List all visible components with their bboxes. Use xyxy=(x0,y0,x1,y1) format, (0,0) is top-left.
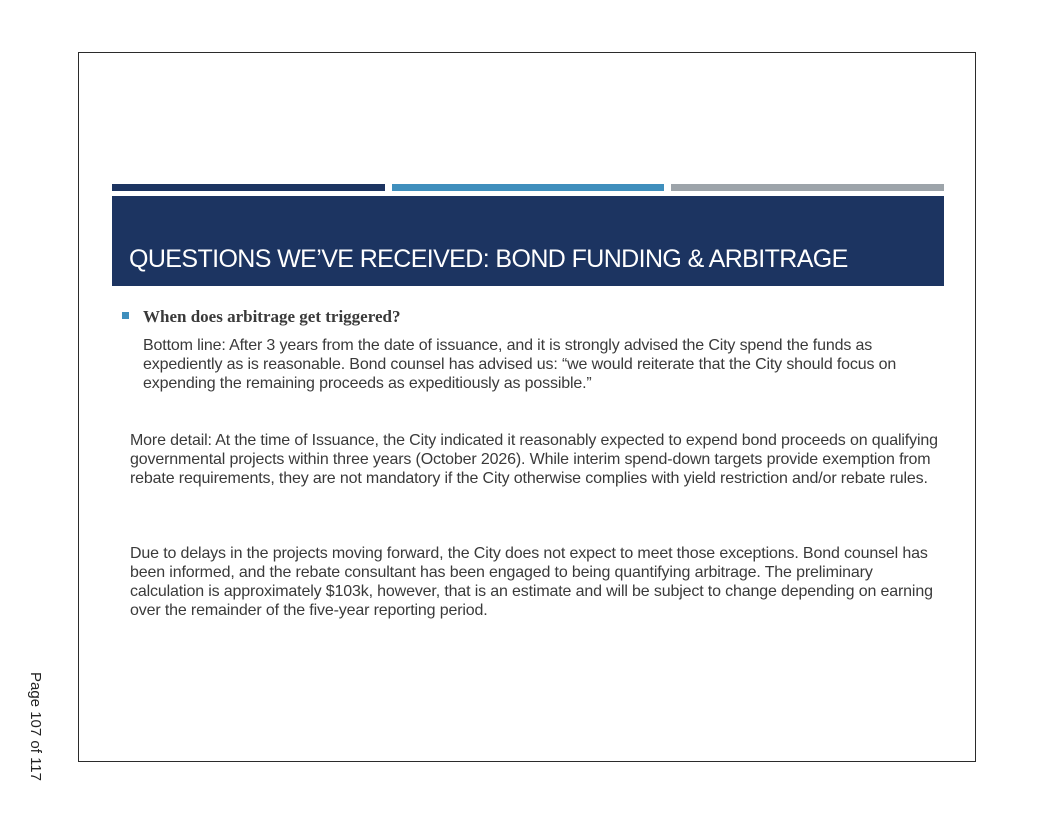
title-band xyxy=(112,196,944,286)
accent-stripe-blue xyxy=(392,184,664,191)
square-bullet-icon xyxy=(122,312,129,319)
slide-title: QUESTIONS WE’VE RECEIVED: BOND FUNDING & ARBITRAGE xyxy=(129,245,848,273)
paragraph-bottom-line: Bottom line: After 3 years from the date of issuance, and it is strongly advised the City spend the funds as expediently as is reasonable. Bond counsel has advised us: “we would reiterate that the City should focus on expending the remaining proceeds as expeditiously as possible.” xyxy=(143,337,897,392)
accent-stripe-gray xyxy=(671,184,944,191)
page-number-label: Page 107 of 117 xyxy=(27,672,44,781)
bullet-question: When does arbitrage get triggered? xyxy=(143,307,401,326)
paragraph-more-detail: More detail: At the time of Issuance, the City indicated it reasonably expected to expend bond proceeds on qualifying governmental projects within three years (October 2026). While interim spend-down targets provide exemption from rebate requirements, they are not mandatory if the City otherwise complies with yield restriction and/or rebate rules. xyxy=(130,432,938,487)
paragraph-delays: Due to delays in the projects moving forward, the City does not expect to meet those exceptions. Bond counsel has been informed, and the rebate consultant has been engaged to being quantifying arbitrage. The preliminary calculation is approximately $103k, however, that is an estimate and will be subject to change depending on earning over the remainder of the five-year reporting period. xyxy=(130,545,933,619)
slide xyxy=(78,52,976,762)
accent-stripe-dark xyxy=(112,184,385,191)
